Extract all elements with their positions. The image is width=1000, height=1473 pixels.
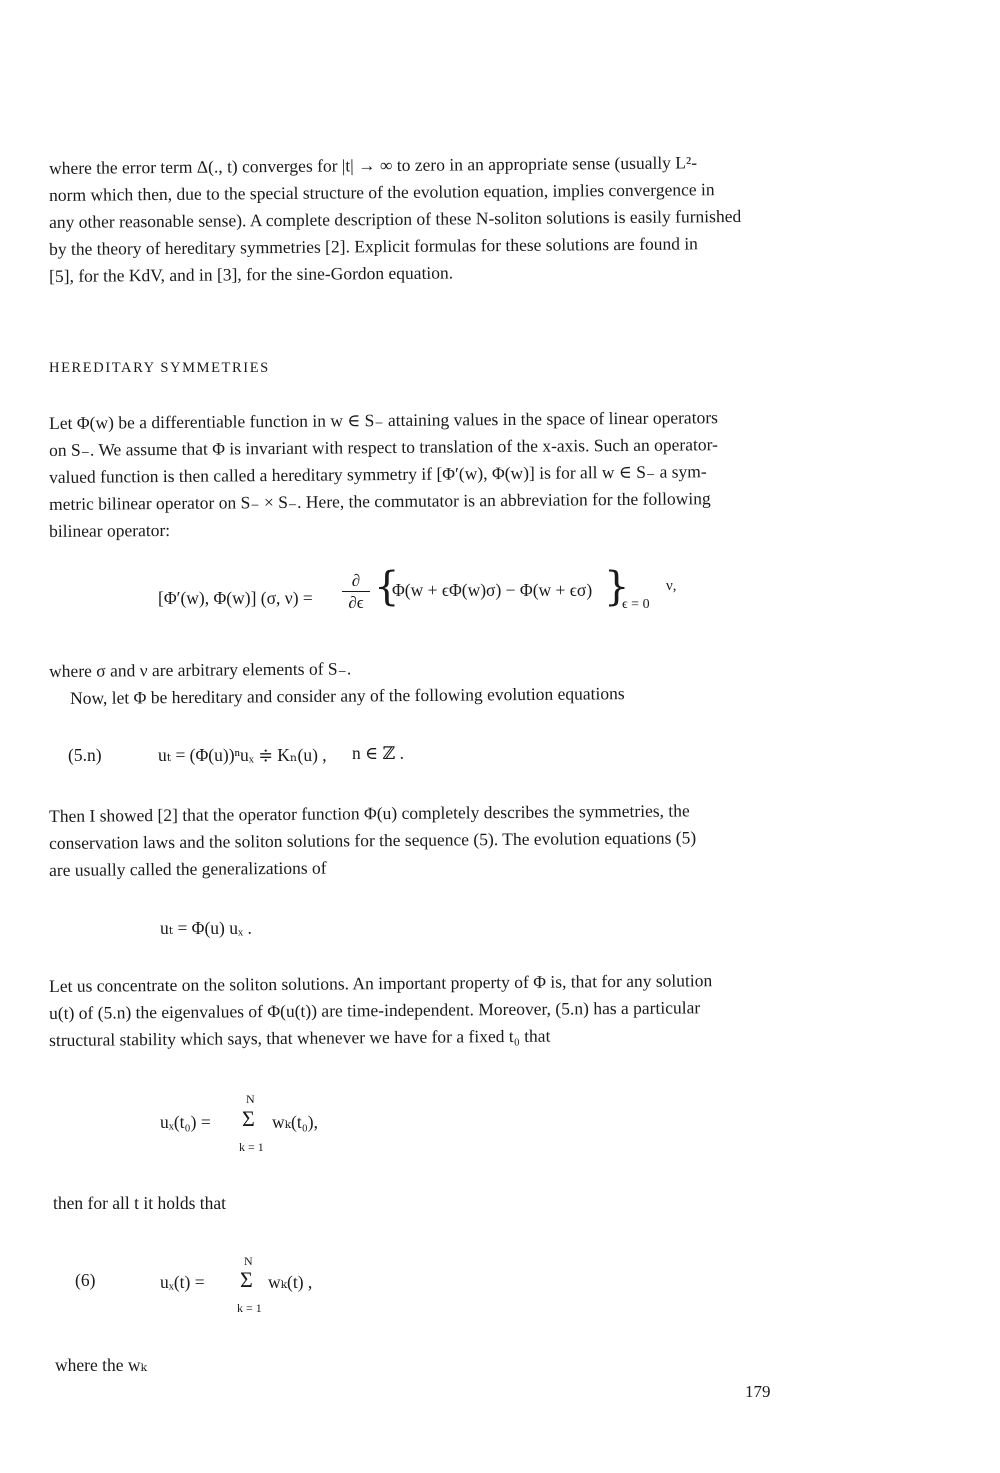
equation-lhs: uₓ(t) = (160, 1272, 205, 1292)
sum-upper-limit: N (246, 1092, 255, 1106)
text-line: where the error term Δ(., t) converges for |t| → ∞ to zero in an appropriate sense (usually L²- (49, 152, 698, 178)
fraction-bar (342, 591, 370, 592)
equation-rhs: wₖ(t₀), (272, 1112, 319, 1132)
sum-lower-limit: k = 1 (237, 1301, 262, 1315)
text-line: Let Φ(w) be a differentiable function in w ∈ S₋ attaining values in the space of linear operators (49, 407, 718, 433)
partial-derivative-fraction (342, 571, 370, 612)
text-line: [5], for the KdV, and in [3], for the sine-Gordon equation. (49, 262, 454, 286)
equation-rhs: wₖ(t) , (268, 1272, 313, 1292)
sum-sigma: Σ (240, 1267, 253, 1292)
brace-open: { (374, 564, 400, 610)
equation-label: (5.n) (68, 745, 102, 765)
text-line: structural stability which says, that whenever we have for a fixed t₀ that (49, 1025, 551, 1050)
text-line-then-for-all: then for all t it holds that (53, 1193, 227, 1213)
equation-inner: Φ(w + ϵΦ(w)σ) − Φ(w + ϵσ) (392, 580, 593, 600)
text-line: valued function is then called a hereditary symmetry if [Φ′(w), Φ(w)] is for all w ∈ S₋ a sym- (49, 461, 707, 487)
text-line-where-wk: where the wₖ (55, 1355, 147, 1375)
equation-condition: n ∈ ℤ . (352, 743, 404, 763)
brace-close: } (604, 564, 630, 610)
text-line-now-let: Now, let Φ be hereditary and consider any of the following evolution equations (70, 683, 625, 708)
text-line: metric bilinear operator on S₋ × S₋. Here, the commutator is an abbreviation for the following (49, 488, 711, 514)
text-line: u(t) of (5.n) the eigenvalues of Φ(u(t)) are time-independent. Moreover, (5.n) has a particular (49, 997, 701, 1023)
text-line-where-sigma: where σ and ν are arbitrary elements of S₋. (49, 658, 352, 681)
text-line: on S₋. We assume that Φ is invariant with respect to translation of the x-axis. Such an operator- (49, 434, 718, 460)
page-number: 179 (745, 1382, 771, 1401)
text-line: Then I showed [2] that the operator function Φ(u) completely describes the symmetries, the (49, 800, 690, 826)
text-line: are usually called the generalizations of (49, 857, 327, 880)
sum-upper-limit: N (244, 1254, 253, 1268)
sum-lower-limit: k = 1 (239, 1140, 264, 1154)
equation-lhs: [Φ′(w), Φ(w)] (σ, ν) = (158, 588, 313, 608)
equation-lhs: uₓ(t₀) = (160, 1112, 211, 1132)
equation-subscript: ϵ = 0 (622, 597, 650, 612)
fraction-denominator: ∂ϵ (348, 593, 364, 612)
equation-label: (6) (75, 1270, 96, 1290)
text-line: conservation laws and the soliton solutions for the sequence (5). The evolution equations (5) (49, 827, 697, 853)
fraction-numerator: ∂ (351, 571, 361, 590)
text-line: Let us concentrate on the soliton solutions. An important property of Φ is, that for any solution (49, 970, 713, 996)
section-heading: HEREDITARY SYMMETRIES (49, 360, 270, 376)
text-line: norm which then, due to the special structure of the evolution equation, implies convergence in (49, 179, 715, 205)
sum-sigma: Σ (242, 1106, 255, 1131)
equation-trailing: ν, (666, 578, 677, 594)
equation-body: uₜ = (Φ(u))ⁿuₓ ≑ Kₙ(u) , (158, 745, 327, 765)
text-line: any other reasonable sense). A complete description of these N-soliton solutions is easily furnished (49, 205, 742, 232)
equation-base: uₜ = Φ(u) uₓ . (160, 918, 252, 938)
text-line: bilinear operator: (49, 519, 171, 541)
text-line: by the theory of hereditary symmetries [2]. Explicit formulas for these solutions are found in (49, 233, 698, 259)
